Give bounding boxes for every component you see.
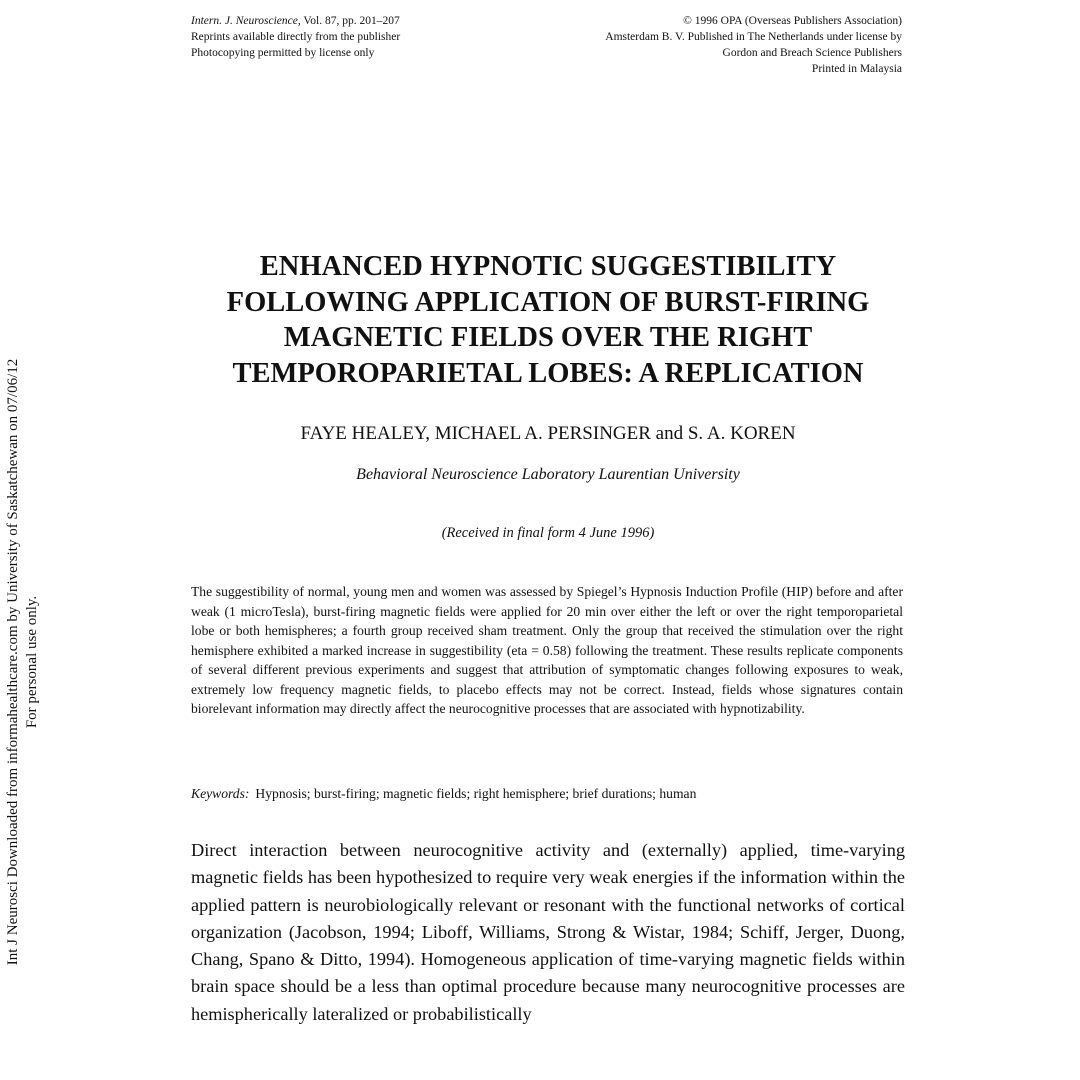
journal-name: Intern. J. Neuroscience, [191,15,301,27]
journal-citation [191,13,400,29]
header-left [191,13,400,61]
title-line: ENHANCED HYPNOTIC SUGGESTIBILITY [259,251,837,282]
download-watermark-line1: Int J Neurosci Downloaded from informahealthcare.com by University of Saskatchewan on 07/06/12 [5,358,21,966]
printed-note: Printed in Malaysia [811,63,902,75]
published-note: Amsterdam B. V. Published in The Netherlands under license by [605,31,902,43]
header-right [605,13,902,77]
received-date: (Received in final form 4 June 1996) [441,525,655,541]
affiliation: Behavioral Neuroscience Laboratory Laurentian University [356,466,740,483]
title-line: TEMPOROPARIETAL LOBES: A REPLICATION [232,357,864,389]
photocopying-note: Photocopying permitted by license only [191,47,375,59]
download-watermark-line2: For personal use only. [24,595,40,729]
body-paragraph: Direct interaction between neurocognitive activity and (externally) applied, time-varying magnetic fields has been hypothesized to require very weak energies if the information within the applied pattern is neurobiologically relevant or resonant with the functional networks of cortical organization (Jacobson, 1994; Liboff, Williams, Strong & Wistar, 1984; Schiff, Jerger, Duong, Chang, Spano & Ditto, 1994). Homogeneous application of time-varying magnetic fields within brain space should be a less than optimal procedure because many neurocognitive processes are hemispherically lateralized or probabilistically [191,840,905,1024]
download-watermark [4,302,42,1022]
abstract: The suggestibility of normal, young men and women was assessed by Spiegel’s Hypnosis Induction Profile (HIP) before and after weak (1 microTesla), burst-firing magnetic fields were applied for 20 min over either the left or over the right temporoparietal lobe or both hemispheres; a fourth group received sham treatment. Only the group that received the stimulation over the right hemisphere exhibited a marked increase in suggestibility (eta = 0.58) following the treatment. These results replicate components of several different previous experiments and suggest that attribution of symptomatic changes following exposures to weak, extremely low frequency magnetic fields, to placebo effects may not be correct. Instead, fields whose signatures contain biorelevant information may directly affect the neurocognitive processes that are associated with hypnotizability. [191,584,903,716]
title-line: FOLLOWING APPLICATION OF BURST-FIRING [226,286,870,318]
paper-title [160,249,936,391]
title-line: MAGNETIC FIELDS OVER THE RIGHT [283,322,813,353]
journal-volume: Vol. 87, pp. 201–207 [303,15,400,27]
reprints-note: Reprints available directly from the publisher [191,31,401,43]
copyright-note: © 1996 OPA (Overseas Publishers Association) [683,15,902,27]
authors: FAYE HEALEY, MICHAEL A. PERSINGER and S. A. KOREN [300,423,796,444]
keywords-label: Keywords: [191,786,250,801]
publisher-note: Gordon and Breach Science Publishers [722,47,902,59]
keywords-text: Hypnosis; burst-firing; magnetic fields; right hemisphere; brief durations; human [255,786,697,801]
keywords [191,786,903,802]
